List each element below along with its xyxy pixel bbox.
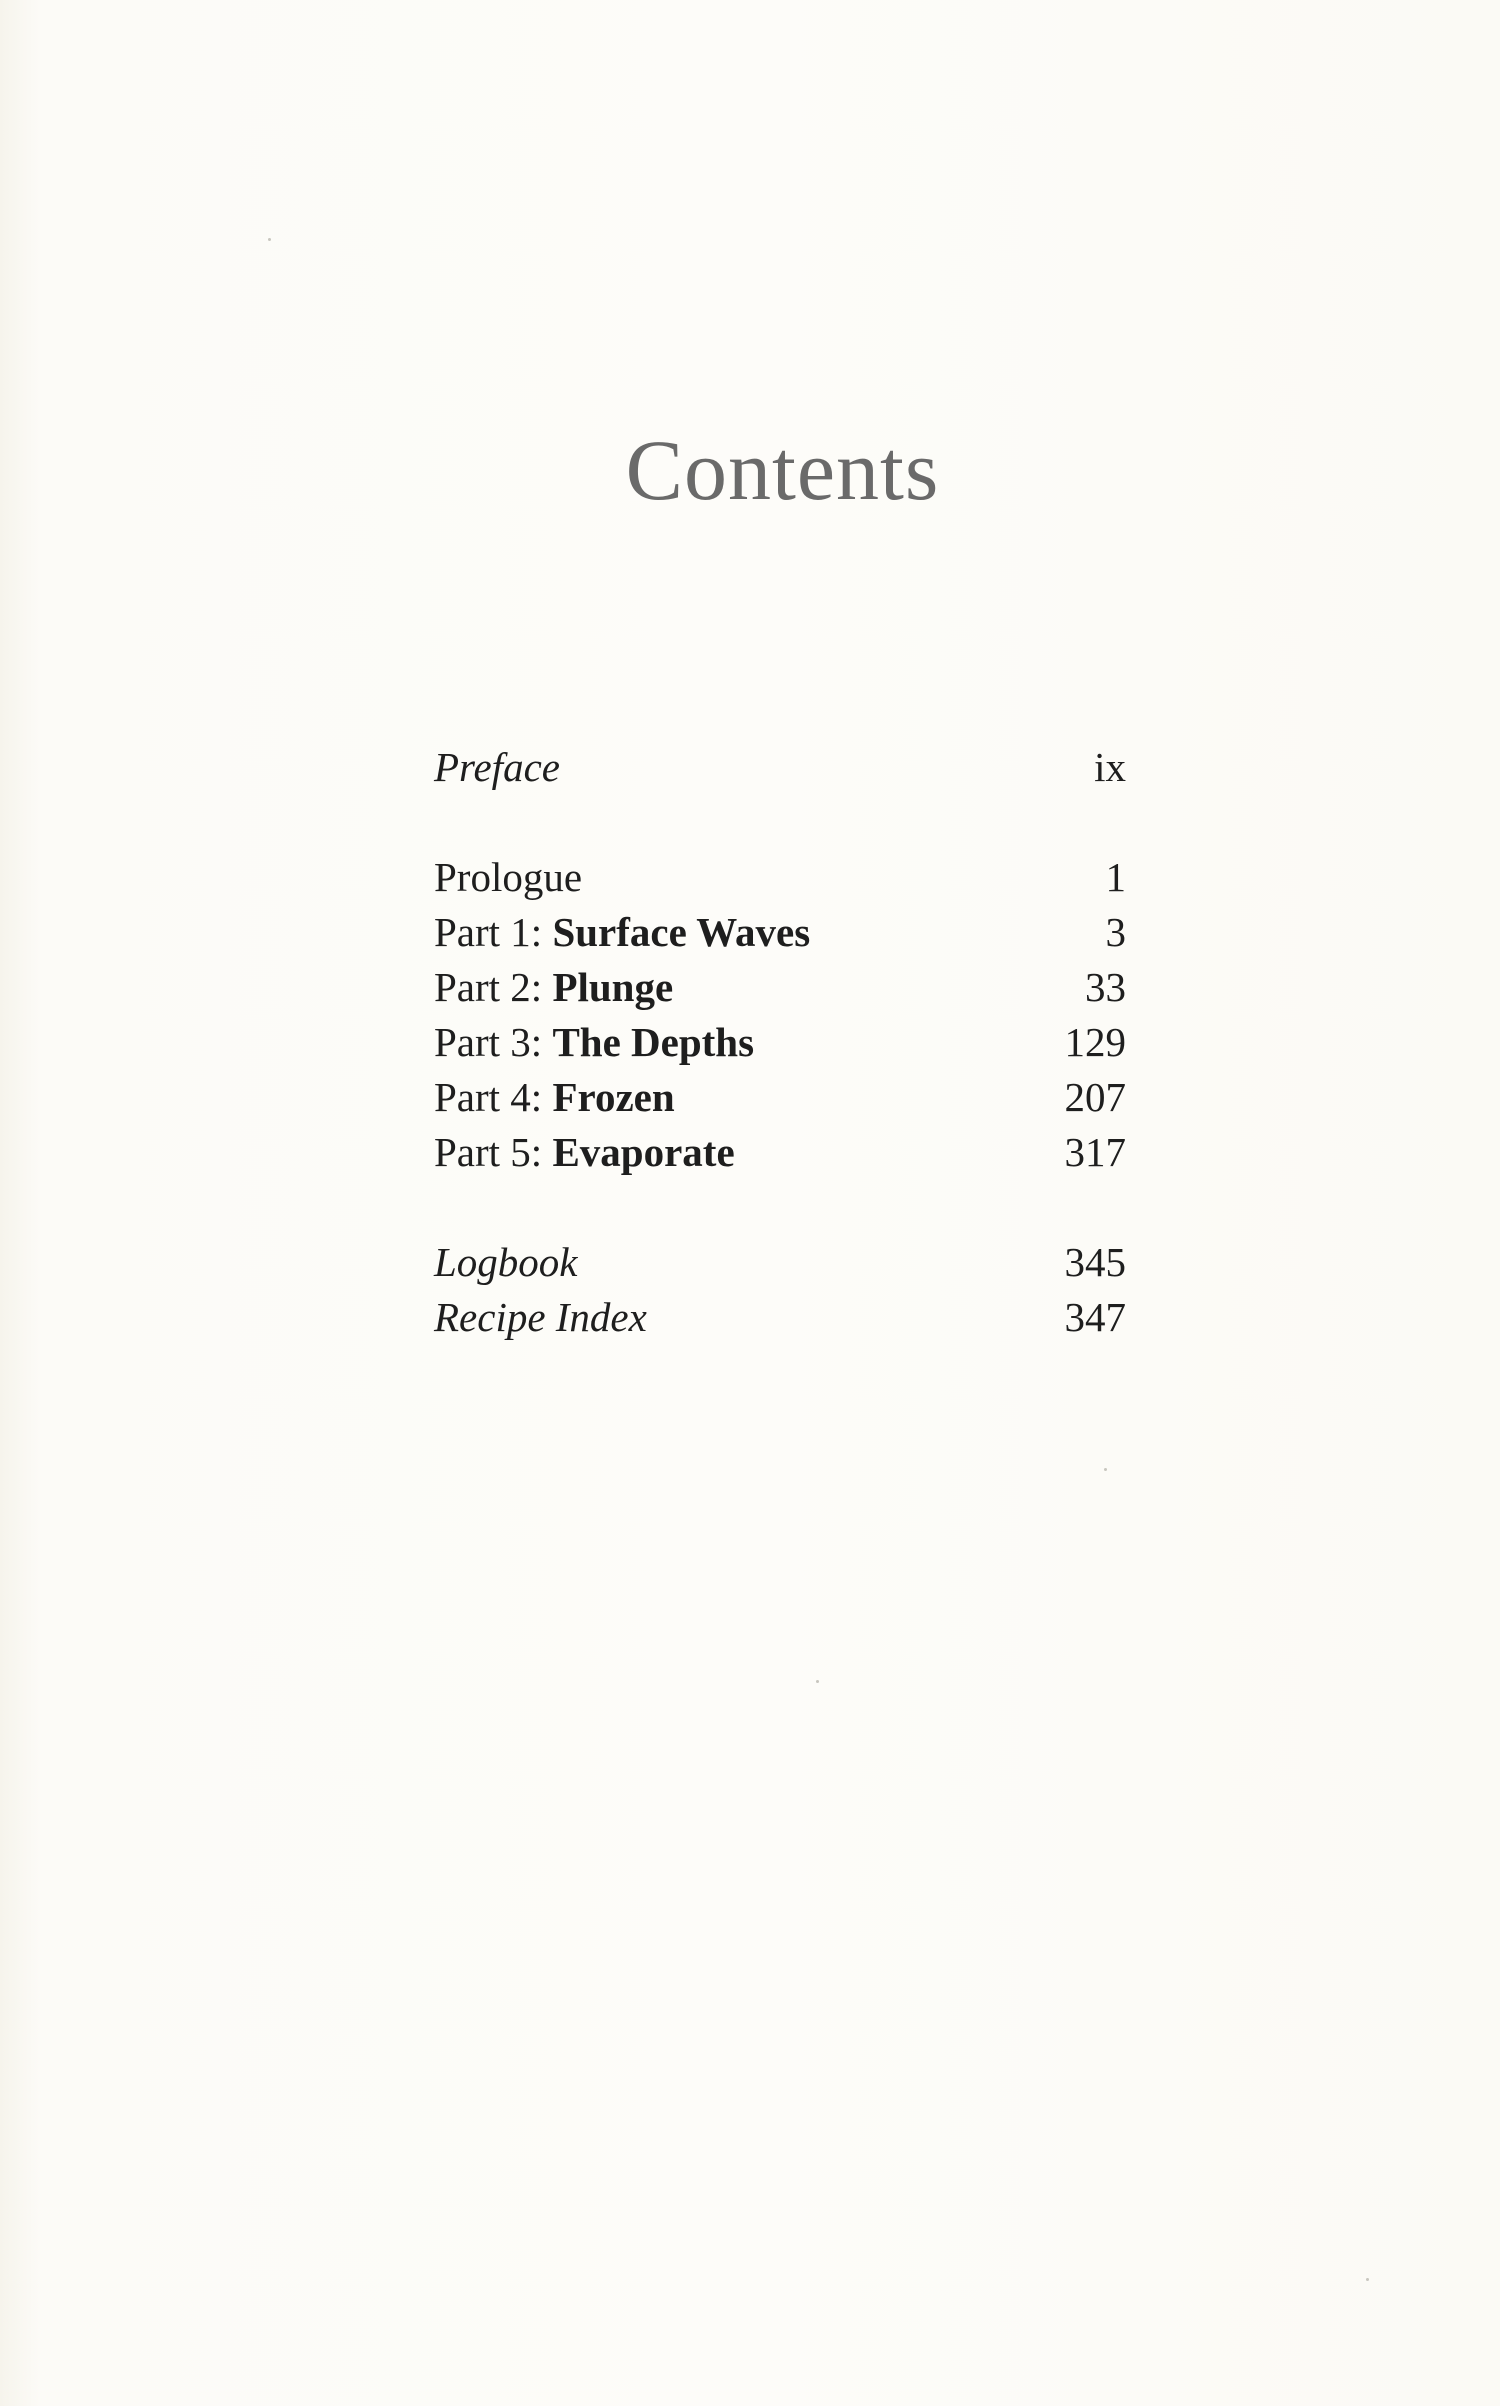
toc-entry-label: Prologue	[434, 854, 583, 900]
toc-entry-page: 129	[1064, 1019, 1126, 1065]
toc-part-name: Surface Waves	[552, 909, 811, 955]
toc-entry-part-5	[434, 1125, 1126, 1180]
toc-entry-label: Logbook	[434, 1239, 578, 1285]
toc-entry-prologue	[434, 850, 1126, 905]
toc-entry-label: Recipe Index	[434, 1294, 647, 1340]
toc-entry-part-1	[434, 905, 1126, 960]
toc-entry-page: 347	[1064, 1294, 1126, 1340]
toc-entry-page: 1	[1105, 854, 1126, 900]
paper-speck	[268, 238, 271, 241]
toc-entry-label: Preface	[434, 744, 560, 790]
toc-entry-label	[434, 1070, 675, 1125]
toc-part-prefix: Part 5:	[434, 1129, 543, 1175]
toc-entry-preface	[434, 740, 1126, 795]
paper-speck	[1104, 1468, 1107, 1471]
paper-speck	[816, 1680, 819, 1683]
table-of-contents	[434, 740, 1126, 1345]
toc-entry-logbook	[434, 1235, 1126, 1290]
toc-part-name: Evaporate	[552, 1129, 735, 1175]
toc-part-name: Frozen	[552, 1074, 675, 1120]
toc-entry-recipe-index	[434, 1290, 1126, 1345]
toc-entry-label	[434, 1125, 735, 1180]
toc-entry-part-2	[434, 960, 1126, 1015]
toc-entry-part-3	[434, 1015, 1126, 1070]
toc-entry-page: ix	[1094, 744, 1126, 790]
toc-entry-page: 345	[1064, 1239, 1126, 1285]
toc-part-name: Plunge	[552, 964, 674, 1010]
toc-entry-page: 317	[1064, 1129, 1126, 1175]
toc-entry-label	[434, 960, 673, 1015]
page-title: Contents	[625, 422, 940, 518]
toc-entry-part-4	[434, 1070, 1126, 1125]
toc-entry-page: 3	[1105, 909, 1126, 955]
toc-entry-page: 33	[1085, 964, 1126, 1010]
toc-part-prefix: Part 1:	[434, 909, 543, 955]
toc-part-prefix: Part 3:	[434, 1019, 543, 1065]
toc-part-name: The Depths	[552, 1019, 755, 1065]
toc-entry-label	[434, 905, 810, 960]
toc-entry-page: 207	[1064, 1074, 1126, 1120]
paper-speck	[1366, 2278, 1369, 2281]
toc-part-prefix: Part 4:	[434, 1074, 543, 1120]
toc-part-prefix: Part 2:	[434, 964, 543, 1010]
toc-entry-label	[434, 1015, 754, 1070]
